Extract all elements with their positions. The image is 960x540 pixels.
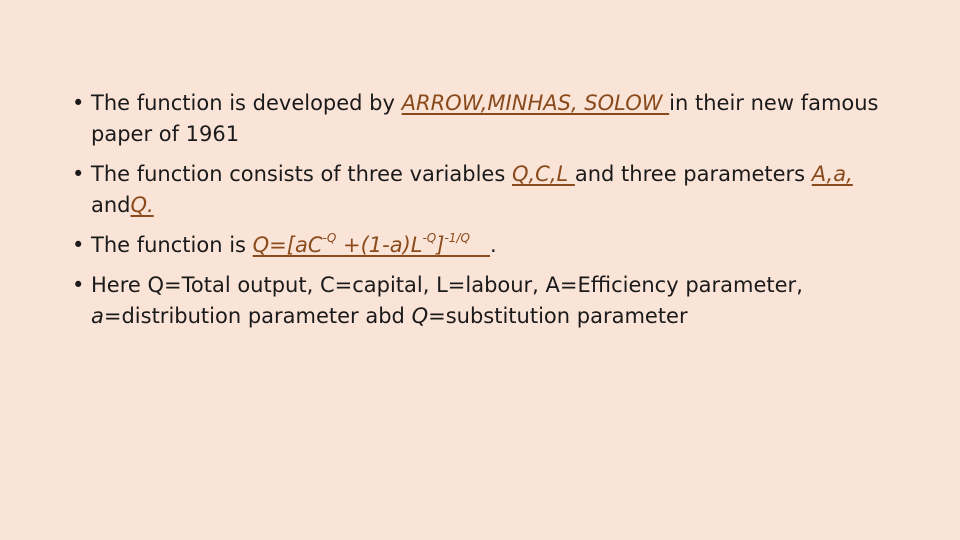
- formula-exponent: -Q: [322, 231, 337, 245]
- bullet-text: =distribution parameter abd: [103, 304, 412, 328]
- authors-highlight: ARROW,MINHAS, SOLOW: [401, 91, 670, 115]
- ces-formula: [253, 233, 490, 257]
- bullet-developed-by: [72, 88, 892, 150]
- formula-part: Q=[aC: [252, 233, 323, 257]
- bullet-text: The function is developed by: [91, 91, 402, 115]
- formula-part: +(1-a)L: [336, 233, 423, 257]
- bullet-text: .: [489, 233, 497, 257]
- formula-underline-space: [470, 233, 490, 257]
- bullet-text: The function consists of three variables: [91, 162, 512, 186]
- bullet-text: in their new famous paper of 1961: [91, 91, 879, 146]
- formula-exponent: -Q: [422, 231, 437, 245]
- bullet-text: and: [91, 193, 131, 217]
- symbol-q: Q: [411, 304, 429, 328]
- variables-highlight: Q,C,L: [511, 162, 575, 186]
- bullet-text: and three parameters: [574, 162, 812, 186]
- bullet-variables: [72, 159, 892, 221]
- symbol-a: a: [91, 304, 104, 328]
- parameters-highlight: A,a,: [811, 162, 853, 186]
- bullet-text: Here Q=Total output, C=capital, L=labour, A=Efficiency parameter,: [91, 273, 803, 297]
- bullet-text: The function is: [91, 233, 253, 257]
- bullet-definitions: [72, 270, 892, 332]
- bullet-formula: [72, 230, 892, 261]
- bullet-text: =substitution parameter: [428, 304, 688, 328]
- parameter-q-highlight: Q.: [130, 193, 154, 217]
- bullet-list: [72, 88, 892, 341]
- formula-exponent: -1/Q: [444, 231, 470, 245]
- formula-part: ]: [436, 233, 445, 257]
